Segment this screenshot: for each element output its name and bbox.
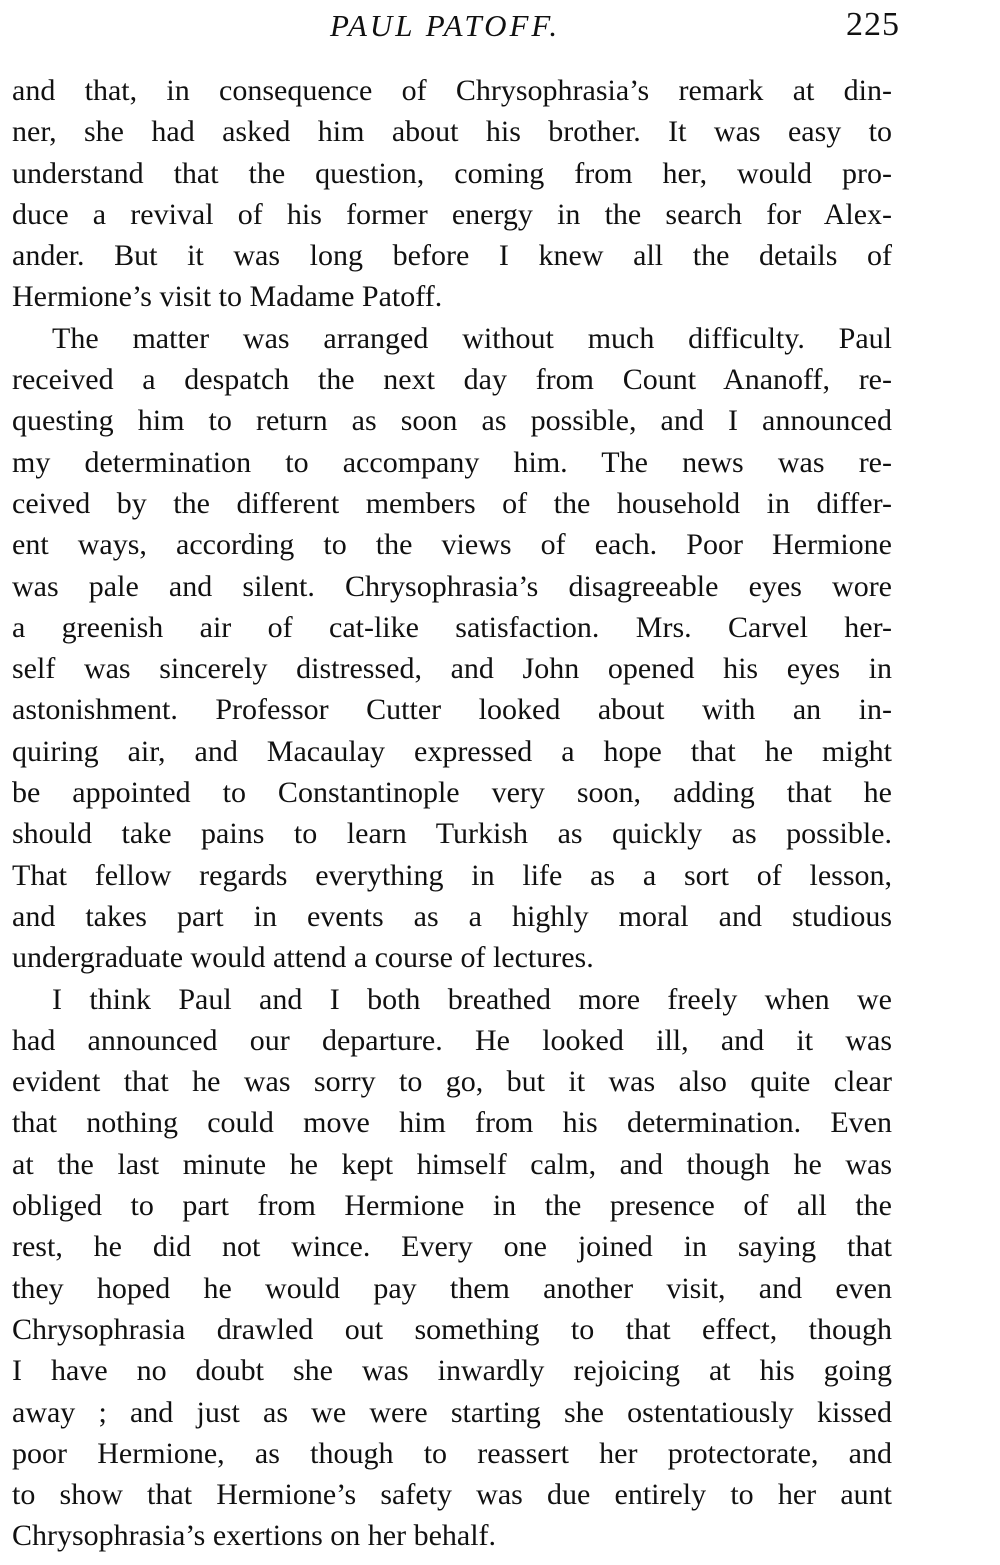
text-line: understand that the question, coming from her, would pro- xyxy=(12,156,892,190)
text-line: ner, she had asked him about his brother. It was easy to xyxy=(12,115,892,149)
text-line: I have no doubt she was inwardly rejoicing at his going xyxy=(12,1354,892,1388)
text-line: quiring air, and Macaulay expressed a hope that he might xyxy=(12,734,892,768)
text-line: a greenish air of cat-like satisfaction. Mrs. Carvel her- xyxy=(12,610,892,644)
text-line: away ; and just as we were starting she ostentatiously kissed xyxy=(12,1395,892,1429)
text-line: should take pains to learn Turkish as quickly as possible. xyxy=(12,817,892,851)
text-line: received a despatch the next day from Count Ananoff, re- xyxy=(12,363,892,397)
text-line: and that, in consequence of Chrysophrasia’s remark at din- xyxy=(12,74,892,107)
body-text xyxy=(12,70,892,1557)
page-number: 225 xyxy=(846,6,900,43)
text-line: undergraduate would attend a course of lectures. xyxy=(12,941,594,975)
text-line: astonishment. Professor Cutter looked about with an in- xyxy=(12,693,892,727)
text-line: ceived by the different members of the household in differ- xyxy=(12,486,892,520)
text-line: I think Paul and I both breathed more freely when we xyxy=(52,982,892,1016)
text-line: rest, he did not wince. Every one joined in saying that xyxy=(12,1230,892,1264)
text-line: questing him to return as soon as possible, and I announced xyxy=(12,404,892,438)
text-line: that nothing could move him from his determination. Even xyxy=(12,1106,892,1140)
text-line: obliged to part from Hermione in the presence of all the xyxy=(12,1189,892,1223)
text-line: was pale and silent. Chrysophrasia’s disagreeable eyes wore xyxy=(12,569,892,603)
text-line: had announced our departure. He looked ill, and it was xyxy=(12,1023,892,1057)
text-line: Hermione’s visit to Madame Patoff. xyxy=(12,280,443,314)
text-line: at the last minute he kept himself calm, and though he was xyxy=(12,1147,892,1181)
text-line: evident that he was sorry to go, but it was also quite clear xyxy=(12,1065,892,1099)
text-line: ander. But it was long before I knew all the details of xyxy=(12,239,892,273)
text-line: ent ways, according to the views of each. Poor Hermione xyxy=(12,528,892,562)
text-line: be appointed to Constantinople very soon, adding that he xyxy=(12,776,892,810)
text-line: they hoped he would pay them another visit, and even xyxy=(12,1271,892,1305)
text-line: duce a revival of his former energy in the search for Alex- xyxy=(12,197,892,231)
text-line: The matter was arranged without much difficulty. Paul xyxy=(52,321,892,355)
text-line: poor Hermione, as though to reassert her protectorate, and xyxy=(12,1436,892,1470)
text-line: my determination to accompany him. The news was re- xyxy=(12,445,892,479)
text-line: and takes part in events as a highly moral and studious xyxy=(12,899,892,933)
running-title: PAUL PATOFF. xyxy=(330,8,561,43)
text-line: Chrysophrasia’s exertions on her behalf. xyxy=(12,1519,497,1553)
page-header xyxy=(0,4,1000,44)
text-line: Chrysophrasia drawled out something to that effect, though xyxy=(12,1312,892,1346)
text-line: self was sincerely distressed, and John opened his eyes in xyxy=(12,652,892,686)
text-line: That fellow regards everything in life as a sort of lesson, xyxy=(12,858,892,892)
text-line: to show that Hermione’s safety was due entirely to her aunt xyxy=(12,1478,892,1512)
